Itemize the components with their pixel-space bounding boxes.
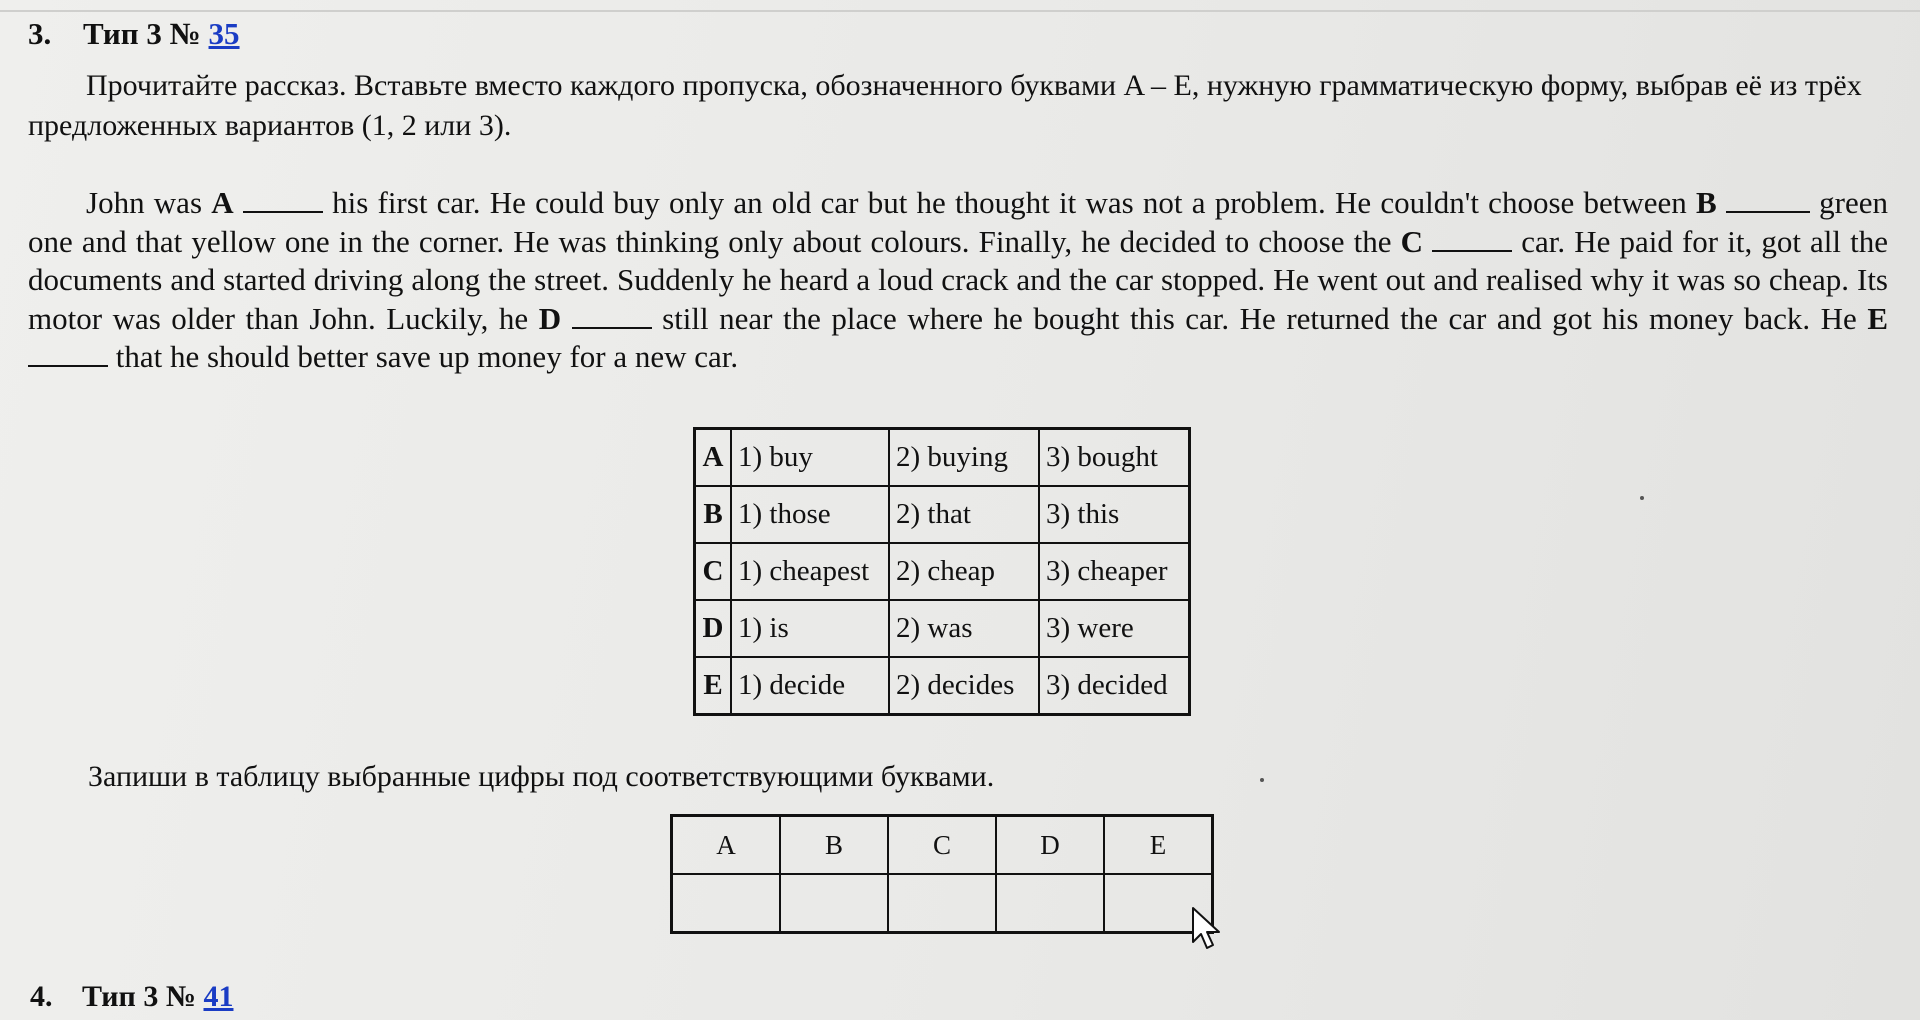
task-header [28, 16, 240, 52]
story-text [28, 184, 1888, 377]
options-row-a [695, 429, 1190, 487]
options-row-e [695, 657, 1190, 715]
option-cell: 3) this [1039, 486, 1190, 543]
options-letter: C [695, 543, 732, 600]
answer-header-a: A [672, 816, 781, 875]
mouse-pointer-icon [1190, 906, 1224, 952]
option-cell: 3) cheaper [1039, 543, 1190, 600]
option-cell: 2) buying [889, 429, 1039, 487]
answer-header-b: B [780, 816, 888, 875]
gap-letter-d: D [538, 300, 562, 336]
divider [0, 10, 1920, 12]
options-letter: E [695, 657, 732, 715]
gap-blank-d [572, 301, 652, 329]
task-number: 3. [28, 16, 52, 51]
gap-letter-a: A [211, 185, 234, 220]
next-task-number: 4. [30, 980, 53, 1013]
answer-header-row [672, 816, 1213, 875]
option-cell: 1) decide [731, 657, 889, 715]
next-task-header [30, 980, 233, 1014]
answer-input-c[interactable] [888, 874, 996, 933]
gap-blank-a [243, 185, 323, 213]
option-cell: 1) is [731, 600, 889, 657]
story-segment: car. He paid for it, got all the documents and started driving along the street. Suddenly he heard a loud crack and the car stopped. He went out and realised why it was so cheap. Its motor was older than John. Luckily, he [28, 223, 1889, 336]
answer-input-a[interactable] [672, 874, 781, 933]
options-table [693, 427, 1191, 716]
story-segment: John was [86, 185, 212, 220]
options-letter: A [695, 429, 732, 487]
options-row-d [695, 600, 1190, 657]
task-instruction: Прочитайте рассказ. Вставьте вместо каждого пропуска, обозначенного буквами A – E, нужную грамматическую форму, выбрав её из трёх предложенных вариантов (1, 2 или 3). [28, 69, 1862, 142]
option-cell: 1) those [731, 486, 889, 543]
answer-prompt: Запиши в таблицу выбранные цифры под соответствующими буквами. [88, 760, 995, 793]
option-cell: 3) decided [1039, 657, 1190, 715]
options-row-b [695, 486, 1190, 543]
next-task-id-link[interactable]: 41 [203, 980, 234, 1013]
option-cell: 3) were [1039, 600, 1190, 657]
answer-input-d[interactable] [996, 874, 1104, 933]
screen-speck [1260, 778, 1264, 782]
story-segment: that he should better save up money for a new car. [108, 339, 739, 374]
next-task-type: Тип 3 № [82, 980, 196, 1013]
options-letter: B [695, 486, 732, 543]
gap-letter-e: E [1867, 300, 1889, 336]
gap-blank-b [1726, 185, 1810, 213]
story-segment: still near the place where he bought this car. He returned the car and got his money back. He [651, 300, 1868, 336]
gap-letter-b: B [1696, 185, 1717, 220]
story-segment: his first car. He could buy only an old car but he thought it was not a problem. He couldn't choose between [322, 185, 1697, 220]
task-type: Тип 3 № [83, 16, 201, 51]
answer-header-d: D [996, 816, 1104, 875]
gap-blank-c [1432, 224, 1512, 252]
answer-input-b[interactable] [780, 874, 888, 933]
gap-blank-e [28, 339, 108, 367]
options-row-c [695, 543, 1190, 600]
option-cell: 2) cheap [889, 543, 1039, 600]
option-cell: 2) that [889, 486, 1039, 543]
task-id-link[interactable]: 35 [208, 16, 240, 51]
options-letter: D [695, 600, 732, 657]
option-cell: 3) bought [1039, 429, 1190, 487]
story-segment: green one and that yellow one in the corner. He was thinking only about colours. Finally, he decided to choose the [28, 185, 1889, 259]
answer-input-row [672, 874, 1213, 933]
option-cell: 2) was [889, 600, 1039, 657]
option-cell: 1) cheapest [731, 543, 889, 600]
answer-header-e: E [1104, 816, 1213, 875]
screen-speck [1640, 496, 1644, 500]
answer-header-c: C [888, 816, 996, 875]
option-cell: 2) decides [889, 657, 1039, 715]
answer-table [670, 814, 1214, 934]
option-cell: 1) buy [731, 429, 889, 487]
gap-letter-c: C [1400, 223, 1423, 259]
